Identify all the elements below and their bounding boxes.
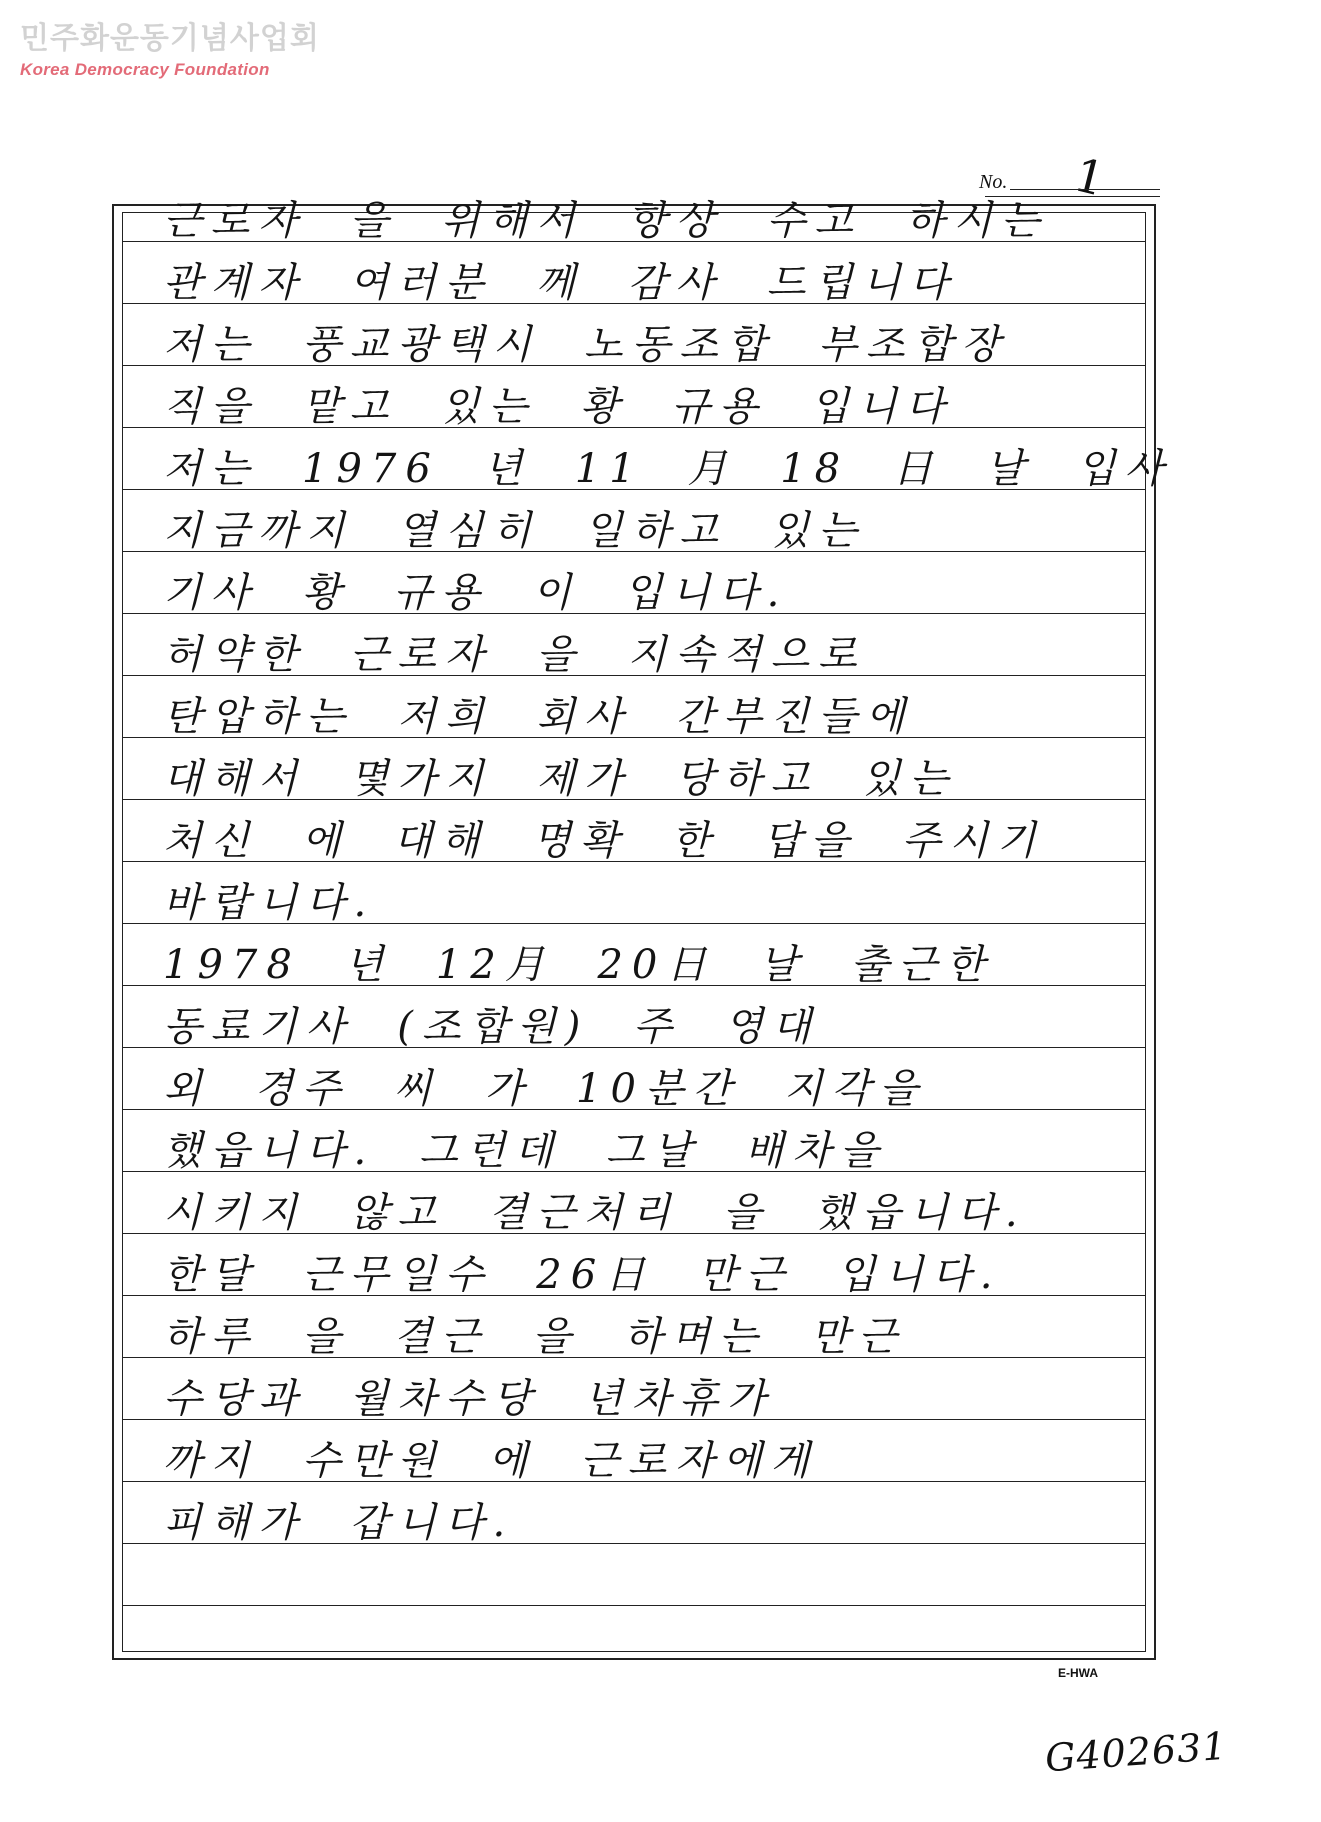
handwritten-line: 한달 근무일수 26日 만근 입니다.: [163, 1252, 1002, 1298]
handwritten-line: 했읍니다. 그런데 그날 배차을: [163, 1128, 888, 1174]
watermark-korean: 민주화운동기념사업회: [20, 21, 320, 56]
handwritten-line: 동료기사 (조합원) 주 영대: [163, 1004, 820, 1050]
handwritten-line: 까지 수만원 에 근로자에게: [163, 1438, 819, 1484]
handwritten-line: 외 경주 씨 가 10분간 지각을: [163, 1066, 927, 1112]
handwritten-line: 저는 1976 년 11 月 18 日 날 입사: [163, 446, 1173, 492]
ruled-line: [123, 1605, 1145, 1606]
handwritten-line: 저는 풍교광택시 노동조합 부조합장: [163, 322, 1009, 368]
page-number-underline: [1010, 189, 1160, 190]
handwritten-line: 지금까지 열심히 일하고 있는: [163, 508, 866, 554]
handwritten-line: 직을 맡고 있는 황 규용 입니다: [163, 384, 954, 430]
handwritten-line: 기사 황 규용 이 입니다.: [163, 570, 789, 616]
handwritten-line: 피해가 갑니다.: [163, 1500, 515, 1546]
handwritten-line: 시키지 않고 결근처리 을 했읍니다.: [163, 1190, 1027, 1236]
handwritten-line: 허약한 근로자 을 지속적으로: [163, 632, 866, 678]
lined-paper-sheet: [112, 198, 1173, 1660]
handwritten-line: 수당과 월차수당 년차휴가: [163, 1376, 775, 1422]
archive-id-handwritten: G402631: [1043, 1723, 1229, 1781]
handwritten-line: 1978 년 12月 20日 날 출근한: [163, 942, 994, 988]
handwritten-line: 근로자 을 위해서 항상 수고 하시는: [163, 198, 1049, 244]
handwritten-line: 바랍니다.: [163, 880, 376, 926]
handwritten-line: 대해서 몇가지 제가 당하고 있는: [163, 756, 958, 802]
handwritten-line: 하루 을 결근 을 하며는 만근: [163, 1314, 906, 1360]
page-number-value: 1: [1068, 147, 1111, 207]
handwritten-line: 관계자 여러분 께 감사 드립니다: [163, 260, 958, 306]
page-number-label: No.: [979, 171, 1008, 193]
lined-paper-inner-frame: [122, 198, 1173, 1652]
handwritten-line: 처신 에 대해 명확 한 답을 주시기: [163, 818, 1045, 864]
paper-brand-mark: E-HWA: [1058, 1666, 1098, 1680]
watermark-english: Korea Democracy Foundation: [20, 60, 270, 79]
handwritten-line: 탄압하는 저희 회사 간부진들에: [163, 694, 914, 740]
foundation-watermark: [20, 22, 320, 80]
